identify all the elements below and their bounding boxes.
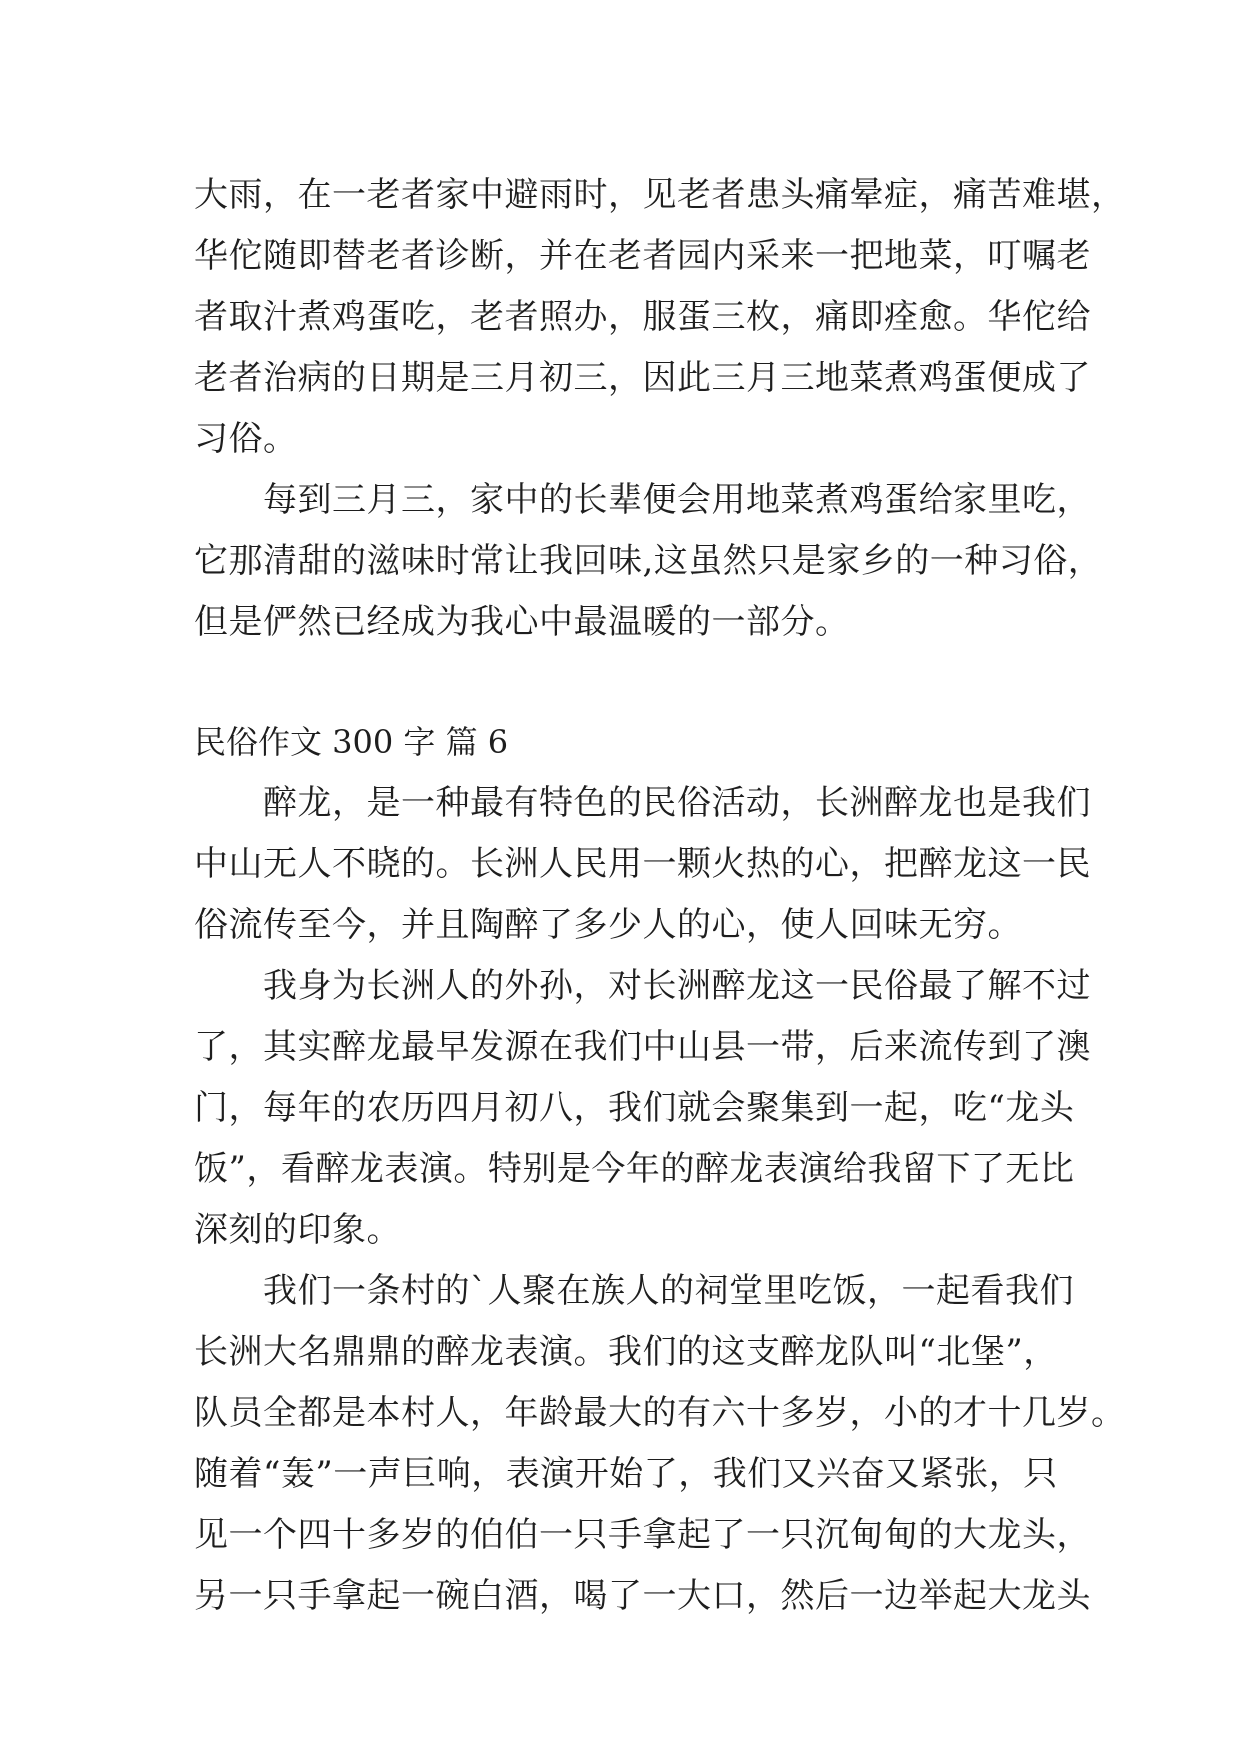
text-line: 华佗随即替老者诊断，并在老者园内采来一把地菜，叮嘱老 bbox=[194, 236, 1091, 276]
text-line: 者取汁煮鸡蛋吃，老者照办，服蛋三枚，痛即痊愈。华佗给 bbox=[194, 297, 1091, 337]
text-line: 随着“轰”一声巨响，表演开始了，我们又兴奋又紧张，只 bbox=[194, 1454, 1058, 1494]
text-line: 队员全都是本村人，年龄最大的有六十多岁，小的才十几岁。 bbox=[194, 1393, 1126, 1433]
text-line: 醉龙，是一种最有特色的民俗活动，长洲醉龙也是我们 bbox=[194, 783, 1091, 823]
text-line: 门，每年的农历四月初八，我们就会聚集到一起，吃“龙头 bbox=[194, 1088, 1075, 1128]
text-line: 我身为长洲人的外孙，对长洲醉龙这一民俗最了解不过 bbox=[194, 966, 1091, 1006]
text-line: 长洲大名鼎鼎的醉龙表演。我们的这支醉龙队叫“北堡”， bbox=[194, 1332, 1058, 1372]
paragraph-block-top bbox=[194, 165, 1126, 653]
text-line: 了，其实醉龙最早发源在我们中山县一带，后来流传到了澳 bbox=[194, 1027, 1091, 1067]
document-page bbox=[194, 165, 1126, 1627]
section-heading: 民俗作文 300 字 篇 6 bbox=[194, 723, 509, 761]
text-line: 见一个四十多岁的伯伯一只手拿起了一只沉甸甸的大龙头， bbox=[194, 1515, 1091, 1555]
text-line: 饭”，看醉龙表演。特别是今年的醉龙表演给我留下了无比 bbox=[194, 1149, 1075, 1189]
text-line: 中山无人不晓的。长洲人民用一颗火热的心，把醉龙这一民 bbox=[194, 844, 1091, 884]
text-line: 俗流传至今，并且陶醉了多少人的心，使人回味无穷。 bbox=[194, 905, 1022, 945]
text-line: 深刻的印象。 bbox=[194, 1210, 401, 1250]
text-line: 每到三月三，家中的长辈便会用地菜煮鸡蛋给家里吃， bbox=[194, 480, 1091, 520]
text-line: 另一只手拿起一碗白酒，喝了一大口，然后一边举起大龙头 bbox=[194, 1576, 1091, 1616]
text-line: 它那清甜的滋味时常让我回味,这虽然只是家乡的一种习俗， bbox=[194, 541, 1103, 581]
text-line: 习俗。 bbox=[194, 419, 298, 459]
text-line: 老者治病的日期是三月初三，因此三月三地菜煮鸡蛋便成了 bbox=[194, 358, 1091, 398]
paragraph-block-bottom bbox=[194, 773, 1126, 1627]
text-line: 大雨，在一老者家中避雨时，见老者患头痛晕症，痛苦难堪， bbox=[194, 175, 1126, 215]
text-line: 我们一条村的`人聚在族人的祠堂里吃饭，一起看我们 bbox=[194, 1271, 1074, 1311]
text-line: 但是俨然已经成为我心中最温暖的一部分。 bbox=[194, 602, 850, 642]
